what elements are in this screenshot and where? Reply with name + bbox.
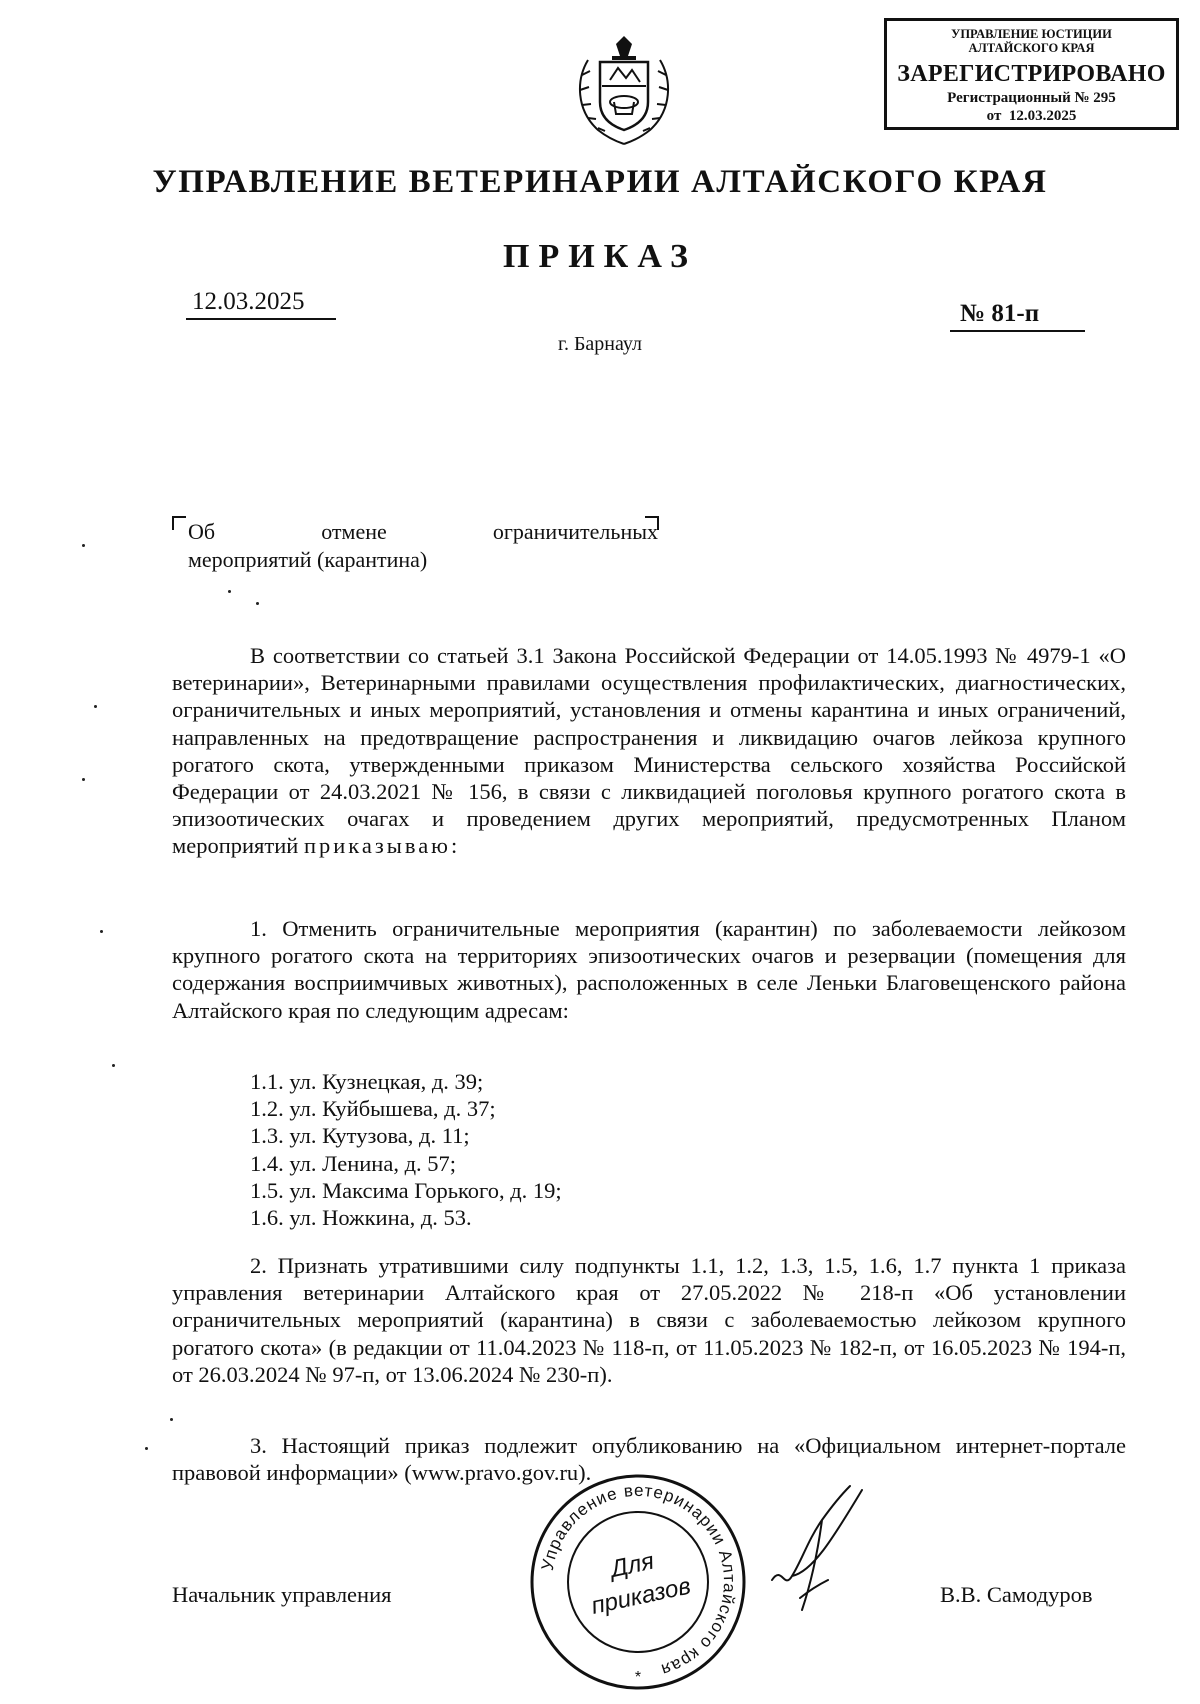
- coat-of-arms-icon: [568, 30, 680, 150]
- item-1-paragraph: 1. Отменить ограничительные мероприятия (карантин) по заболеваемости лейкозом крупного рогатого скота на территориях эпизоотических очагов и резервации (помещения для содержания восприимчивых животных), расположенных в селе Леньки Благовещенского района Алтайского края по следующим адресам:: [172, 916, 1126, 1023]
- scan-speck: [170, 1418, 173, 1421]
- document-type: ПРИКАЗ: [503, 238, 697, 275]
- item-2-paragraph: 2. Признать утратившими силу подпункты 1.1, 1.2, 1.3, 1.5, 1.6, 1.7 пункта 1 приказа управления ветеринарии Алтайского края от 27.05.2022 № 218-п «Об установлении ограничительных мероприятий (карантина) в связи с заболеваемостью лейкозом крупного рогатого скота» (в редакции от 11.04.2023 № 118-п, от 11.05.2023 № 182-п, от 16.05.2023 № 194-п, от 26.03.2024 № 97-п, от 13.06.2024 № 230-п).: [172, 1253, 1126, 1387]
- round-seal-stamp: [528, 1472, 748, 1692]
- seal-center-line1: Для: [608, 1547, 657, 1584]
- scan-speck: [112, 1064, 115, 1067]
- seal-ring-text: Управление ветеринарии Алтайского края: [537, 1480, 740, 1680]
- list-item: 1.5. ул. Максима Горького, д. 19;: [250, 1177, 562, 1203]
- document-number: № 81-п: [950, 300, 1085, 332]
- list-item: 1.6. ул. Ножкина, д. 53.: [250, 1204, 472, 1230]
- stamp-reg-date: от 12.03.2025: [986, 108, 1077, 124]
- list-item: 1.1. ул. Кузнецкая, д. 39;: [250, 1069, 484, 1094]
- registration-stamp: [884, 18, 1179, 130]
- item-3-paragraph: 3. Настоящий приказ подлежит опубликованию на «Официальном интернет-портале правовой информации» (www.pravo.gov.ru).: [172, 1433, 1126, 1486]
- scan-speck: [94, 705, 97, 708]
- seal-star: *: [634, 1669, 642, 1686]
- stamp-authority-line1: УПРАВЛЕНИЕ ЮСТИЦИИ: [951, 27, 1112, 41]
- agency-name: УПРАВЛЕНИЕ ВЕТЕРИНАРИИ АЛТАЙСКОГО КРАЯ: [152, 164, 1048, 200]
- subject-corner-left: [172, 516, 186, 530]
- subject-word: Об: [188, 519, 216, 544]
- document-city: г. Барнаул: [558, 333, 642, 355]
- address-list: [250, 1068, 562, 1231]
- list-item: 1.2. ул. Куйбышева, д. 37;: [250, 1096, 496, 1122]
- subject-word: ограничительных: [492, 519, 658, 544]
- preamble-paragraph: [172, 642, 1126, 860]
- subject-word: отмене: [321, 519, 387, 544]
- scan-speck: [256, 602, 259, 605]
- list-item: 1.4. ул. Ленина, д. 57;: [250, 1150, 457, 1176]
- signer-name: В.В. Самодуров: [940, 1582, 1093, 1607]
- handwritten-signature-icon: [762, 1480, 872, 1620]
- stamp-reg-number: Регистрационный № 295: [947, 90, 1116, 106]
- preamble-order-word: приказываю:: [303, 833, 461, 859]
- scan-speck: [82, 544, 85, 547]
- seal-center-line2: приказов: [588, 1572, 694, 1620]
- stamp-status: ЗАРЕГИСТРИРОВАНО: [897, 61, 1166, 87]
- scan-speck: [228, 590, 231, 593]
- scan-speck: [145, 1447, 148, 1450]
- stamp-authority-line2: АЛТАЙСКОГО КРАЯ: [968, 41, 1095, 55]
- document-date: 12.03.2025: [186, 288, 336, 320]
- preamble-text: В соответствии со статьей 3.1 Закона Российской Федерации от 14.05.1993 № 4979-1 «О ветеринарии», Ветеринарными правилами осуществления профилактических, диагностических, ограничительных и иных мероприятий, установления и отмены карантина и иных ограничений, направленных на предотвращение распространения и ликвидацию очагов лейкоза крупного рогатого скота, утвержденными приказом Министерства сельского хозяйства Российской Федерации от 24.03.2021 № 156, в связи с ликвидацией поголовья крупного рогатого скота в эпизоотических очагах и проведением других мероприятий, предусмотренных Планом мероприятий: [172, 643, 1126, 859]
- subject-line-2: мероприятий (карантина): [188, 547, 428, 572]
- scan-speck: [82, 778, 85, 781]
- signer-title: Начальник управления: [172, 1582, 392, 1607]
- document-subject: [188, 518, 658, 574]
- scan-speck: [100, 930, 103, 933]
- list-item: 1.3. ул. Кутузова, д. 11;: [250, 1123, 470, 1149]
